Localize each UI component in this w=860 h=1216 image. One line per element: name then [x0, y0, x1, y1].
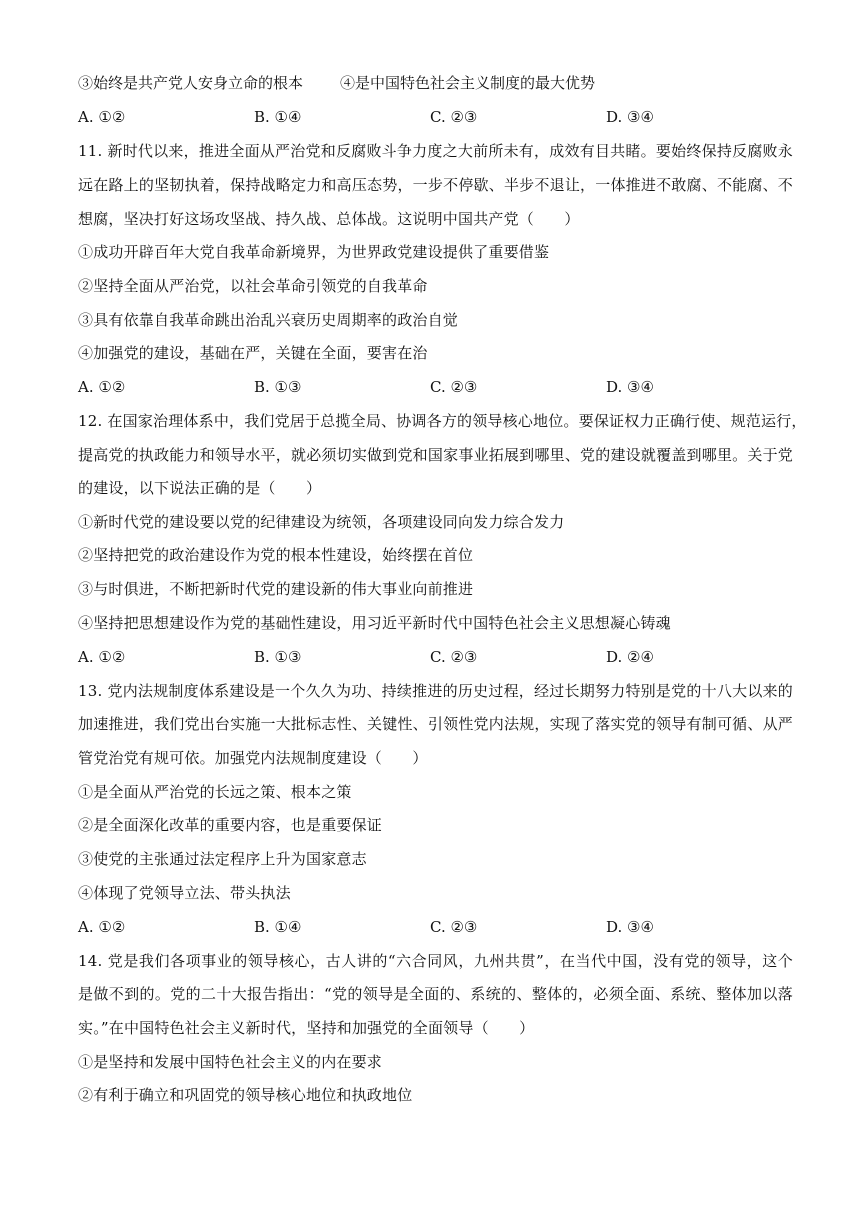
q14-stem-line-2: 是做不到的。党的二十大报告指出：“党的领导是全面的、系统的、整体的，必须全面、系统、整体加以落 [78, 985, 793, 1003]
option-b[interactable]: B. ①③ [254, 378, 302, 396]
option-d[interactable]: D. ③④ [606, 378, 654, 396]
q11-stem-line-2: 远在路上的坚韧执着，保持战略定力和高压态势，一步不停歇、半步不退让，一体推进不敢腐、不能腐、不 [78, 176, 793, 194]
q11-item-1: ①成功开辟百年大党自我革命新境界，为世界政党建设提供了重要借鉴 [78, 243, 550, 261]
q10-items-row [78, 73, 793, 93]
q14-item-1: ①是坚持和发展中国特色社会主义的内在要求 [78, 1053, 383, 1071]
option-a[interactable]: A. ①② [78, 648, 126, 666]
q13-item-3: ③使党的主张通过法定程序上升为国家意志 [78, 850, 367, 868]
q11-item-3: ③具有依靠自我革命跳出治乱兴衰历史周期率的政治自觉 [78, 311, 459, 329]
q12-options [78, 647, 793, 667]
q13-item-4: ④体现了党领导立法、带头执法 [78, 884, 291, 902]
option-a[interactable]: A. ①② [78, 378, 126, 396]
option-c[interactable]: C. ②③ [430, 648, 478, 666]
q12-stem-line-2: 提高党的执政能力和领导水平，就必须切实做到党和国家事业拓展到哪里、党的建设就覆盖到哪里。关于党 [78, 446, 793, 464]
q14-stem-line-3: 实。”在中国特色社会主义新时代，坚持和加强党的全面领导（ ） [78, 1019, 535, 1037]
q12-item-2: ②坚持把党的政治建设作为党的根本性建设，始终摆在首位 [78, 546, 474, 564]
q13-options [78, 917, 793, 937]
q13-item-1: ①是全面从严治党的长远之策、根本之策 [78, 783, 352, 801]
q13-stem-line-3: 管党治党有规可依。加强党内法规制度建设（ ） [78, 749, 428, 767]
q13-stem-line-1: 13. 党内法规制度体系建设是一个久久为功、持续推进的历史过程，经过长期努力特别是党的十八大以来的 [78, 682, 793, 700]
q12-item-4: ④坚持把思想建设作为党的基础性建设，用习近平新时代中国特色社会主义思想凝心铸魂 [78, 614, 671, 632]
option-d[interactable]: D. ②④ [606, 648, 654, 666]
q11-stem-line-1: 11. 新时代以来，推进全面从严治党和反腐败斗争力度之大前所未有，成效有目共睹。要始终保持反腐败永 [78, 142, 793, 160]
q10-item-4: ④是中国特色社会主义制度的最大优势 [340, 74, 596, 92]
q12-item-1: ①新时代党的建设要以党的纪律建设为统领，各项建设同向发力综合发力 [78, 513, 565, 531]
option-a[interactable]: A. ①② [78, 918, 126, 936]
q11-item-2: ②坚持全面从严治党，以社会革命引领党的自我革命 [78, 277, 428, 295]
option-d[interactable]: D. ③④ [606, 108, 654, 126]
option-b[interactable]: B. ①③ [254, 648, 302, 666]
option-b[interactable]: B. ①④ [254, 108, 302, 126]
q14-item-2: ②有利于确立和巩固党的领导核心地位和执政地位 [78, 1086, 413, 1104]
q12-stem-line-1: 12. 在国家治理体系中，我们党居于总揽全局、协调各方的领导核心地位。要保证权力正确行使、规范运行， [78, 412, 807, 430]
option-c[interactable]: C. ②③ [430, 918, 478, 936]
option-b[interactable]: B. ①④ [254, 918, 302, 936]
q10-item-3: ③始终是共产党人安身立命的根本 [78, 74, 304, 92]
q11-options [78, 377, 793, 397]
option-d[interactable]: D. ③④ [606, 918, 654, 936]
q10-options [78, 107, 793, 127]
q12-stem-line-3: 的建设，以下说法正确的是（ ） [78, 479, 322, 497]
q14-stem-line-1: 14. 党是我们各项事业的领导核心，古人讲的“六合同风，九州共贯”，在当代中国，没有党的领导，这个 [78, 952, 793, 970]
option-a[interactable]: A. ①② [78, 108, 126, 126]
q12-item-3: ③与时俱进，不断把新时代党的建设新的伟大事业向前推进 [78, 580, 474, 598]
q11-item-4: ④加强党的建设，基础在严，关键在全面，要害在治 [78, 344, 428, 362]
q13-item-2: ②是全面深化改革的重要内容，也是重要保证 [78, 816, 383, 834]
option-c[interactable]: C. ②③ [430, 108, 478, 126]
q13-stem-line-2: 加速推进，我们党出台实施一大批标志性、关键性、引领性党内法规，实现了落实党的领导有制可循、从严 [78, 715, 793, 733]
q11-stem-line-3: 想腐，坚决打好这场攻坚战、持久战、总体战。这说明中国共产党（ ） [78, 210, 580, 228]
option-c[interactable]: C. ②③ [430, 378, 478, 396]
